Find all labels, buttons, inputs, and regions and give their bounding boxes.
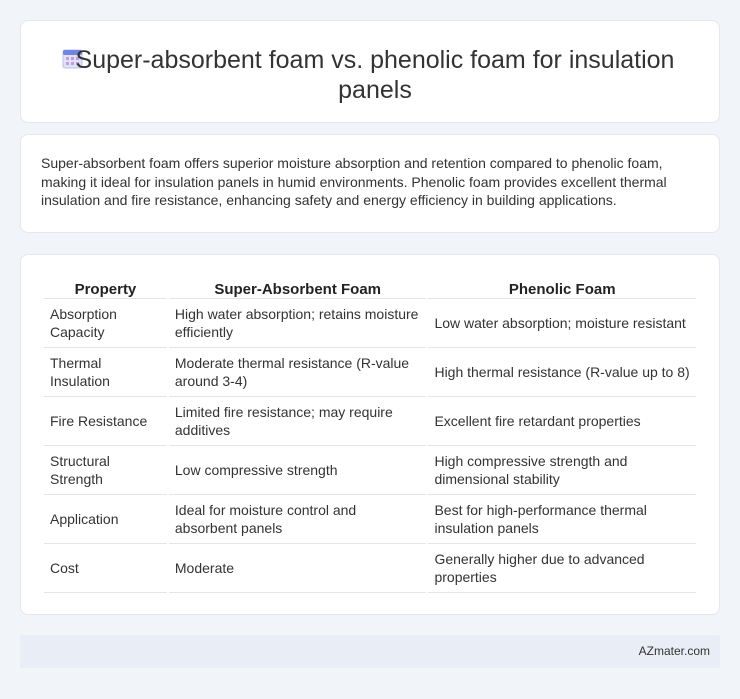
header-phenolic-foam: Phenolic Foam: [428, 277, 696, 299]
footer-site-link[interactable]: AZmater.com: [638, 644, 710, 658]
footer-bar: [20, 635, 720, 668]
table-row: [44, 397, 696, 446]
table-row: [44, 348, 696, 397]
super-absorbent-cell: High water absorption; retains moisture efficiently: [169, 299, 427, 348]
comparison-table-card: [20, 254, 720, 615]
table-row: [44, 446, 696, 495]
super-absorbent-cell: Limited fire resistance; may require additives: [169, 397, 427, 446]
comparison-table: [42, 277, 698, 593]
header-super-absorbent-foam: Super-Absorbent Foam: [169, 277, 427, 299]
header-property: Property: [44, 277, 167, 299]
super-absorbent-cell: Ideal for moisture control and absorbent panels: [169, 495, 427, 544]
table-row: [44, 544, 696, 593]
table-row: [44, 495, 696, 544]
phenolic-cell: High thermal resistance (R-value up to 8): [428, 348, 696, 397]
title-card: [20, 20, 720, 123]
table-row: [44, 299, 696, 348]
property-cell: Fire Resistance: [44, 397, 167, 446]
super-absorbent-cell: Moderate: [169, 544, 427, 593]
phenolic-cell: Best for high-performance thermal insulation panels: [428, 495, 696, 544]
summary-text: Super-absorbent foam offers superior moisture absorption and retention compared to phenolic foam, making it ideal for insulation panels in humid environments. Phenolic foam provides excellent thermal insulation and fire resistance, enhancing safety and energy efficiency in building applications.: [41, 155, 667, 208]
table-header-row: [44, 277, 696, 299]
property-cell: Cost: [44, 544, 167, 593]
super-absorbent-cell: Moderate thermal resistance (R-value around 3-4): [169, 348, 427, 397]
phenolic-cell: Generally higher due to advanced properties: [428, 544, 696, 593]
phenolic-cell: Excellent fire retardant properties: [428, 397, 696, 446]
property-cell: Application: [44, 495, 167, 544]
page-title: Super-absorbent foam vs. phenolic foam for insulation panels: [75, 46, 675, 104]
property-cell: Structural Strength: [44, 446, 167, 495]
phenolic-cell: High compressive strength and dimensional stability: [428, 446, 696, 495]
super-absorbent-cell: Low compressive strength: [169, 446, 427, 495]
phenolic-cell: Low water absorption; moisture resistant: [428, 299, 696, 348]
property-cell: Absorption Capacity: [44, 299, 167, 348]
property-cell: Thermal Insulation: [44, 348, 167, 397]
summary-card: [20, 134, 720, 233]
